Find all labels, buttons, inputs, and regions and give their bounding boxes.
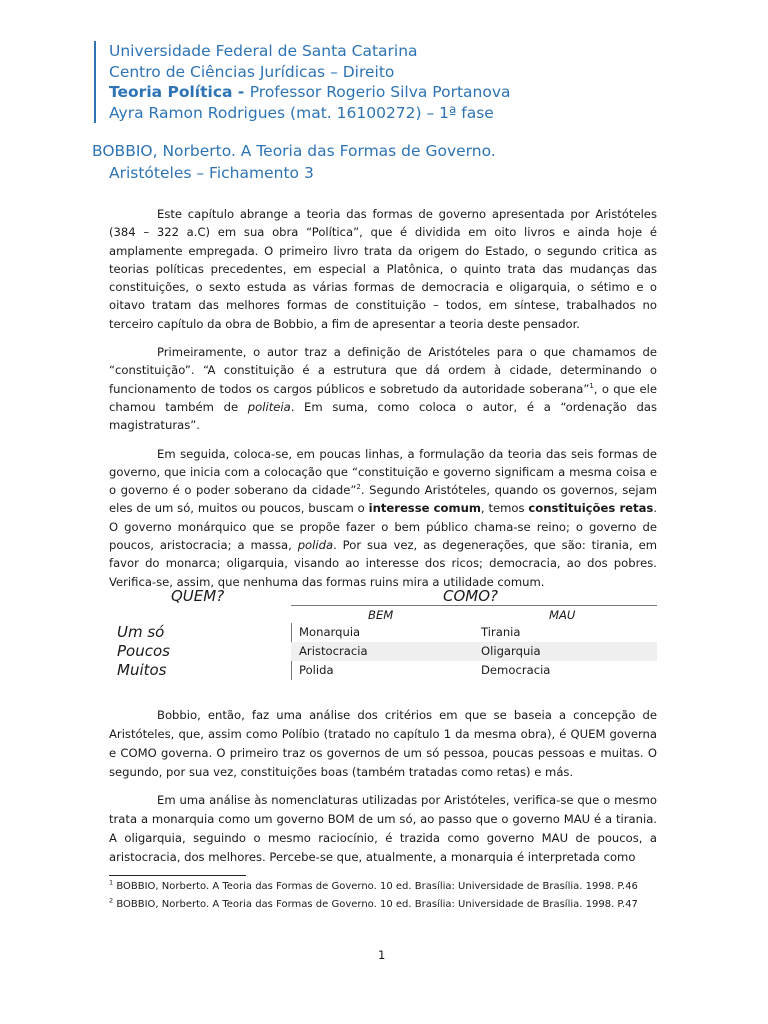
table-cell-good: Polida (299, 663, 334, 677)
footnote-1 (109, 879, 657, 894)
title-subtitle: Aristóteles – Fichamento 3 (109, 164, 314, 182)
paragraph-2-emphasis: politeia (247, 399, 291, 414)
table-bem-header: BEM (368, 608, 394, 622)
footnote-2-number: 2 (109, 896, 114, 905)
footnote-2 (109, 897, 657, 912)
document-header (94, 41, 511, 123)
footnote-ref-2[interactable]: 2 (356, 483, 361, 492)
paragraph-3-text-d: . O governo monárquico que se propõe fazer o bem público chama-se reino; o governo de poucos, aristocracia; a massa, (109, 501, 657, 553)
table-cell-bad: Tirania (481, 625, 521, 639)
body-text-top (109, 205, 657, 601)
page-number: 1 (378, 948, 386, 962)
paragraph-3-text-e: . Por sua vez, as degenerações, que são: tirania, em favor do monarca; oligarquia, visando ao interesse dos ricos; democracia, ao dos pobres. Verifica-se, assim, que nenhuma das formas ruins mira a utilidade comum. (109, 538, 658, 589)
table-cell-good: Monarquia (299, 625, 361, 639)
table-cell-bad: Democracia (481, 663, 551, 677)
paragraph-3-bold-2: constituições retas (528, 501, 654, 516)
paragraph-2 (109, 343, 657, 434)
header-university: Universidade Federal de Santa Catarina (109, 42, 418, 60)
table-row-label: Um só (117, 623, 165, 641)
footnote-2-text: BOBBIO, Norberto. A Teoria das Formas de Governo. 10 ed. Brasília: Universidade de Brasília. 1998. P.47 (113, 899, 638, 910)
header-author: Ayra Ramon Rodrigues (mat. 16100272) – 1ª fase (109, 103, 494, 122)
footnote-ref-1[interactable]: 1 (589, 381, 594, 390)
table-quem-header: QUEM? (171, 587, 225, 605)
footnote-1-number: 1 (109, 878, 114, 887)
table-row-label: Poucos (117, 642, 170, 660)
table-row (291, 661, 657, 680)
paragraph-1: Este capítulo abrange a teoria das formas de governo apresentada por Aristóteles (384 – 322 a.C) em sua obra “Política”, que é dividida em oito livros e ainda hoje é amplamente empregada. O primeiro livro trata da origem do Estado, o segundo critica as teorias políticas precedentes, em especial a Platônica, o quinto trata das mudanças das constituições, o sexto estuda as várias formas de democracia e oligarquia, o sétimo e o oitavo tratam das melhores formas de constituição – todos, em síntese, trabalhados no terceiro capítulo da obra de Bobbio, a fim de apresentar a teoria deste pensador. (109, 207, 657, 331)
paragraph-3-text-c: , temos (480, 501, 529, 516)
table-row-label: Muitos (117, 661, 167, 679)
paragraph-3-text-b: . Segundo Aristóteles, quando os governos, sejam eles de um só, muitos ou poucos, buscam o (109, 483, 657, 516)
paragraph-2-text-c: . Em suma, como coloca o autor, é a “ordenação das magistraturas”. (109, 399, 657, 433)
table-mau-header: MAU (549, 608, 576, 622)
header-course-name: Teoria Política - (109, 83, 250, 101)
paragraph-5: Em uma análise às nomenclaturas utilizadas por Aristóteles, verifica-se que o mesmo trata a monarquia como um governo BOM de um só, ao passo que o governo MAU é a tirania. A oligarquia, seguindo o mesmo raciocínio, é trazida como governo MAU de poucos, a aristocracia, dos melhores. Percebe-se que, atualmente, a monarquia é interpretada como (109, 793, 657, 864)
table-cell-bad: Oligarquia (481, 644, 541, 658)
table-como-header: COMO? (443, 587, 498, 605)
title-reference: BOBBIO, Norberto. A Teoria das Formas de Governo. (92, 142, 496, 160)
header-course (109, 82, 511, 103)
header-professor: Professor Rogerio Silva Portanova (249, 83, 511, 101)
paragraph-3-emphasis: polida (297, 538, 334, 553)
document-title (92, 140, 496, 184)
footnote-1-text: BOBBIO, Norberto. A Teoria das Formas de Governo. 10 ed. Brasília: Universidade de Brasília. 1998. P.46 (113, 881, 638, 892)
footnote-separator (109, 875, 246, 876)
forms-of-government-table (109, 585, 657, 685)
paragraph-3-bold-1: interesse comum (368, 501, 481, 516)
paragraph-3 (109, 445, 657, 591)
table-row (291, 623, 657, 642)
table-row (291, 642, 657, 661)
paragraph-2-text-a: Primeiramente, o autor traz a definição de Aristóteles para o que chamamos de “constituição”. “A constituição é a estrutura que dá ordem à cidade, determinando o funcionamento de todos os cargos públicos e sobretudo da autoridade soberana” (109, 345, 657, 396)
body-text-bottom (109, 706, 657, 876)
paragraph-3-text-a: Em seguida, coloca-se, em poucas linhas, a formulação da teoria das seis formas de governo, que inicia com a colocação que “constituição e governo significam a mesma coisa e o governo é o poder soberano da cidade” (109, 446, 657, 498)
table-cell-good: Aristocracia (299, 644, 368, 658)
table-header-rule (291, 605, 657, 606)
footnotes (109, 879, 657, 915)
paragraph-4: Bobbio, então, faz uma análise dos critérios em que se baseia a concepção de Aristóteles, que, assim como Políbio (tratado no capítulo 1 da mesma obra), é QUEM governa e COMO governa. O primeiro traz os governos de um só pessoa, poucas pessoas e muitas. O segundo, por sua vez, constituições boas (também tratadas como retas) e más. (109, 708, 657, 779)
header-center: Centro de Ciências Jurídicas – Direito (109, 62, 395, 81)
paragraph-2-text-b: , o que ele chamou também de (109, 381, 657, 414)
